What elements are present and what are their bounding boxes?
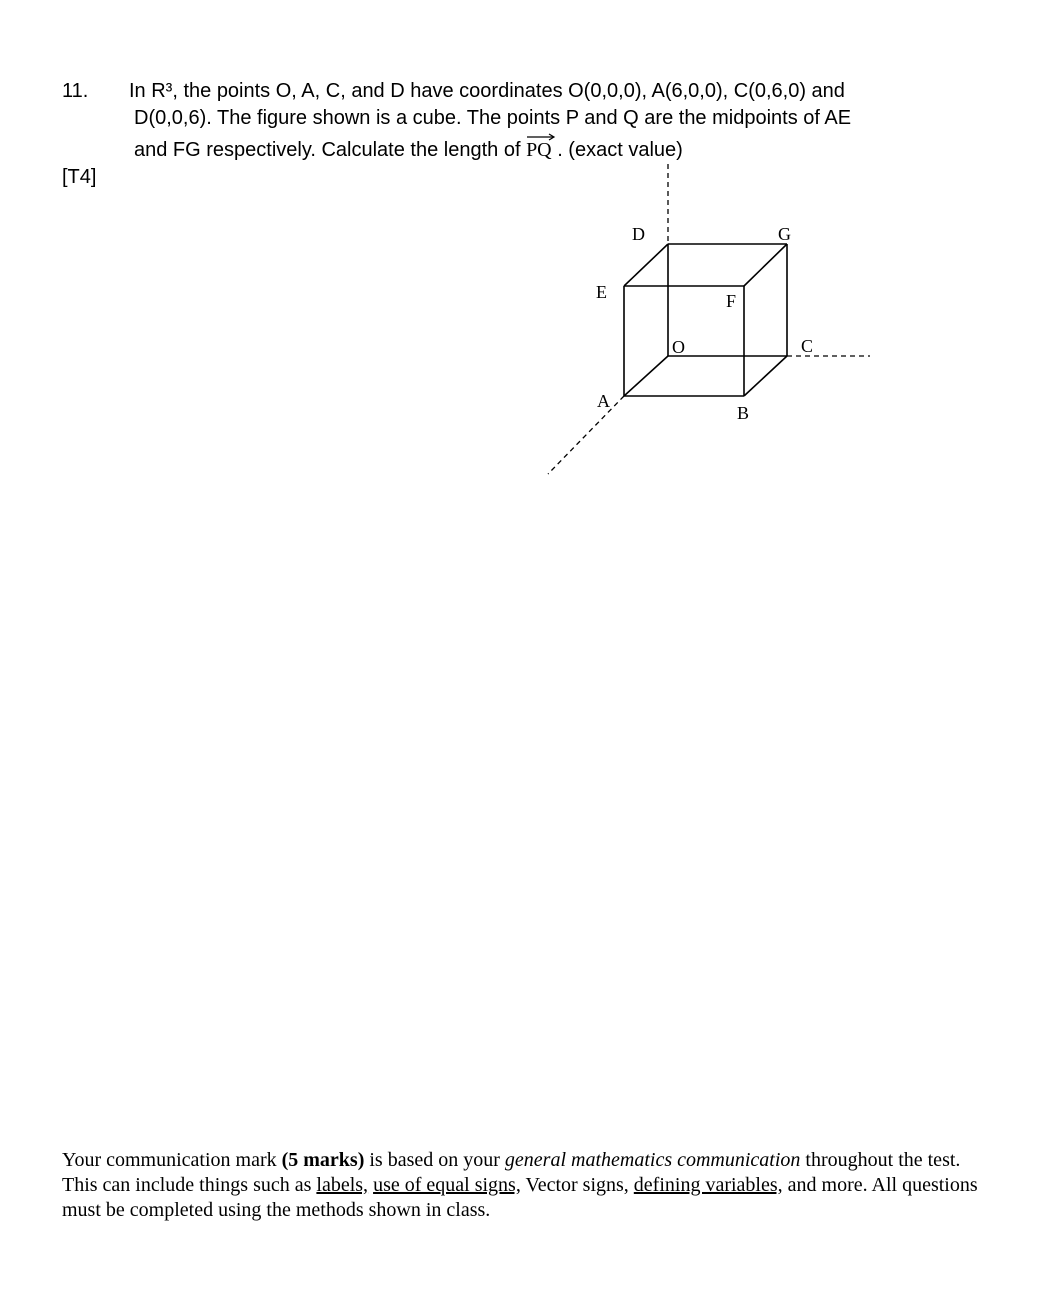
cube-figure bbox=[540, 160, 880, 480]
label-g: G bbox=[778, 224, 791, 244]
comm-marks-bold: (5 marks) bbox=[281, 1149, 365, 1171]
question-marks: [T4] bbox=[62, 166, 97, 188]
comm-text-2: is based on your bbox=[364, 1149, 505, 1171]
edge-ed bbox=[624, 244, 668, 286]
vector-pq-label: PQ bbox=[526, 139, 552, 161]
edge-ao bbox=[624, 356, 668, 396]
comm-underline-variables: defining variables, bbox=[633, 1174, 783, 1196]
comm-underline-labels: labels, bbox=[316, 1174, 369, 1196]
question-line-1: In R³, the points O, A, C, and D have coordinates O(0,0,0), A(6,0,0), C(0,6,0) and bbox=[129, 80, 845, 102]
label-d: D bbox=[632, 224, 645, 244]
label-f: F bbox=[726, 291, 737, 311]
vector-arrow-icon bbox=[526, 131, 556, 141]
edge-fg bbox=[744, 244, 787, 286]
comm-text-3: throughout the test. This can include things such as bbox=[62, 1149, 961, 1196]
label-o: O bbox=[672, 337, 685, 357]
question-line-2: D(0,0,6). The figure shown is a cube. The points P and Q are the midpoints of AE bbox=[134, 107, 852, 129]
x-axis bbox=[548, 396, 624, 474]
comm-text-1: Your communication mark bbox=[62, 1149, 282, 1171]
comm-italic-phrase: general mathematics communication bbox=[504, 1149, 801, 1171]
label-e: E bbox=[596, 282, 607, 302]
communication-note bbox=[62, 1148, 982, 1223]
question-line-3 bbox=[134, 139, 683, 162]
edge-bc bbox=[744, 356, 787, 396]
comm-text-5: and more. All questions must be completed using the methods shown in class. bbox=[62, 1174, 978, 1221]
label-a: A bbox=[597, 391, 610, 411]
comm-text-4: Vector signs, bbox=[520, 1174, 634, 1196]
question-line-3-start: and FG respectively. Calculate the length of bbox=[134, 139, 527, 161]
label-c: C bbox=[801, 336, 814, 356]
vector-pq bbox=[526, 139, 552, 162]
label-b: B bbox=[737, 403, 750, 423]
comm-underline-equal-signs: use of equal signs, bbox=[373, 1174, 521, 1196]
question-number: 11. bbox=[62, 80, 89, 102]
question-line-3-end: . (exact value) bbox=[551, 139, 683, 161]
